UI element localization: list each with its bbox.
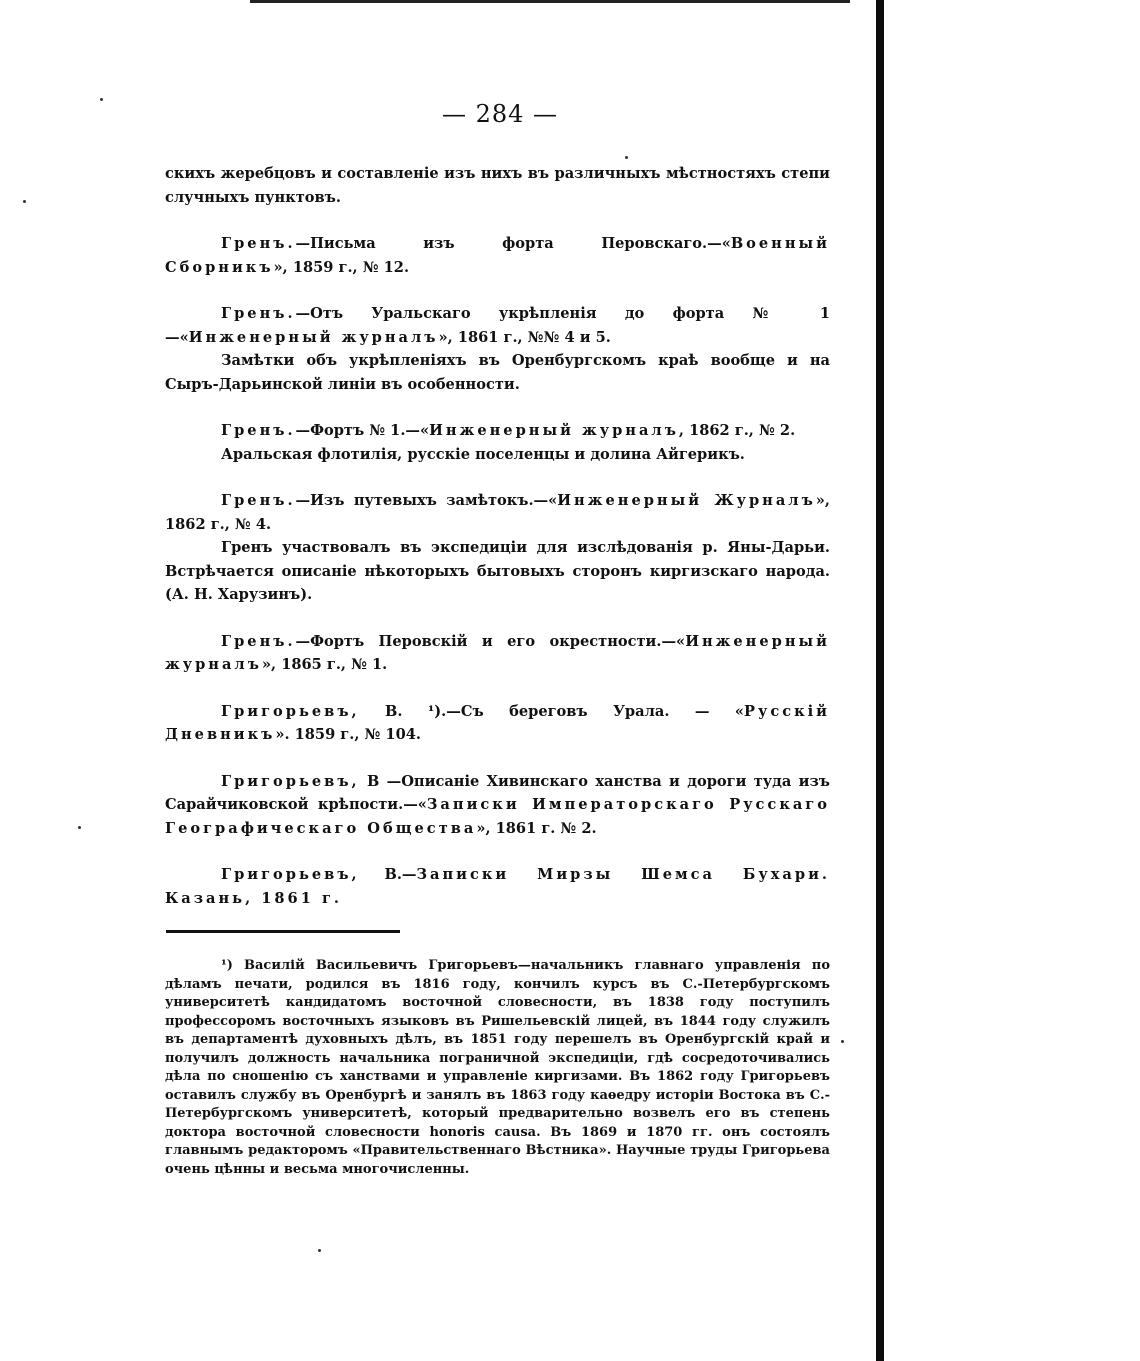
entry-citation (165, 302, 830, 349)
speck (100, 98, 103, 101)
entry-title: —Изъ путевыхъ замѣтокъ.—« (295, 492, 558, 509)
entry-note: Гренъ участвовалъ въ экспедиціи для изслѣдованія р. Яны-Дарьи. Встрѣчается описаніе нѣкоторыхъ бытовыхъ сторонъ киргизскаго народа. (А. Н. Харузинъ). (165, 539, 830, 603)
bibliography-entry (165, 630, 830, 677)
entry-title: В. ¹).—Съ береговъ Урала. — « (359, 702, 744, 720)
speck (318, 1249, 321, 1252)
entry-citation (165, 630, 830, 677)
entry-citation (165, 489, 830, 536)
entry-issue: », 1859 г., № 12. (273, 258, 410, 276)
bibliography-entry (165, 302, 830, 396)
bibliography-entry (165, 489, 830, 607)
entry-author: Гренъ. (221, 492, 296, 509)
footnote: ¹) Василій Васильевичъ Григорьевъ—начальникъ главнаго управленія по дѣламъ печати, родился въ 1816 году, кончилъ курсъ въ С.-Петербургскомъ университетѣ кандидатомъ восточной словесности, въ 1838 году поступилъ профессоромъ восточныхъ языковъ въ Ришельевскій лицей, въ 1844 году служилъ въ департаментѣ духовныхъ дѣлъ, въ 1851 году перешелъ въ Оренбургскій край и получилъ должность начальника пограничной экспедиціи, гдѣ сосредоточивались дѣла по сношенію съ ханствами и управленіе киргизами. Въ 1862 году Григорьевъ оставилъ службу въ Оренбургѣ и занялъ въ 1863 году каѳедру исторіи Востока въ С.-Петербургскомъ университетѣ, который предварительно возвелъ его въ степень доктора восточной словесности honoris causa. Въ 1869 и 1870 гг. онъ состоялъ главнымъ редакторомъ «Правительственнаго Вѣстника». Научные труды Григорьева очень цѣнны и весьма многочисленны. (165, 958, 830, 1177)
entry-issue: », 1865 г., № 1. (261, 656, 388, 673)
entry-issue: », 1861 г., №№ 4 и 5. (438, 328, 611, 346)
entry-issue: , 1862 г., № 2. (678, 422, 796, 439)
entry-author: Гренъ. (221, 422, 296, 439)
entry-author: Григорьевъ, (221, 866, 360, 883)
body-text (165, 162, 830, 910)
entry-journal: Инженерный Журналъ (557, 492, 816, 509)
entry-issue: », 1861 г. № 2. (476, 819, 597, 837)
entry-title: В.— (359, 866, 417, 883)
entry-citation (165, 700, 830, 747)
entry-journal: Записки Мирзы Шемса Бухари. Казань, 1861 г. (165, 866, 830, 907)
entry-author: Гренъ. (221, 305, 296, 322)
entry-issue: ». 1859 г., № 104. (275, 726, 421, 743)
entry-journal: Военный Сборникъ (165, 235, 830, 276)
entry-journal: Записки Императорскаго Русскаго Географическаго Общества (165, 796, 830, 837)
continuation-paragraph: скихъ жеребцовъ и составленіе изъ нихъ въ различныхъ мѣстностяхъ степи случныхъ пунктовъ. (165, 165, 830, 206)
entry-title: —Письма изъ форта Перовскаго.—« (295, 235, 731, 252)
binding-edge (876, 0, 884, 1361)
bibliography-entry (165, 770, 830, 841)
speck (23, 200, 26, 203)
entries (165, 232, 830, 910)
entry-citation (165, 770, 830, 841)
entry-author: Гренъ. (221, 235, 296, 252)
entry-author: Григорьевъ, (221, 702, 360, 720)
entry-journal: Инженерный журналъ (188, 328, 439, 346)
entry-title: —Фортъ № 1.—« (295, 422, 430, 439)
speck (78, 826, 81, 829)
speck (625, 156, 628, 159)
bibliography-entry (165, 863, 830, 910)
entry-citation (165, 419, 830, 443)
entry-citation (165, 232, 830, 279)
entry-issue: », 1862 г., № 4. (165, 492, 830, 533)
entry-title: В —Описаніе Хивинскаго ханства и дороги туда изъ Сарайчиковской крѣпости.—« (165, 772, 830, 813)
top-rule (250, 0, 850, 3)
entry-citation (165, 863, 830, 910)
entry-title: —Отъ Уральскаго укрѣпленія до форта № 1 —« (165, 305, 830, 346)
entry-title: —Фортъ Перовскій и его окрестности.—« (295, 632, 686, 650)
entry-author: Гренъ. (221, 632, 296, 650)
entry-author: Григорьевъ, (221, 772, 360, 790)
entry-note: Аральская флотилія, русскіе поселенцы и долина Айгерикъ. (221, 445, 745, 463)
bibliography-entry (165, 419, 830, 466)
entry-journal: Русскій Дневникъ (165, 702, 830, 743)
entry-journal: Инженерный журналъ (429, 422, 679, 439)
bibliography-entry (165, 232, 830, 279)
entry-note: Замѣтки объ укрѣпленіяхъ въ Оренбургскомъ краѣ вообще и на Сыръ-Дарьинской линіи въ особенности. (165, 352, 830, 393)
bibliography-entry (165, 700, 830, 747)
page-number: — 284 — (441, 100, 559, 128)
footnote-rule (166, 930, 400, 933)
entry-journal: Инженерный журналъ (165, 632, 830, 673)
speck (841, 1040, 844, 1043)
